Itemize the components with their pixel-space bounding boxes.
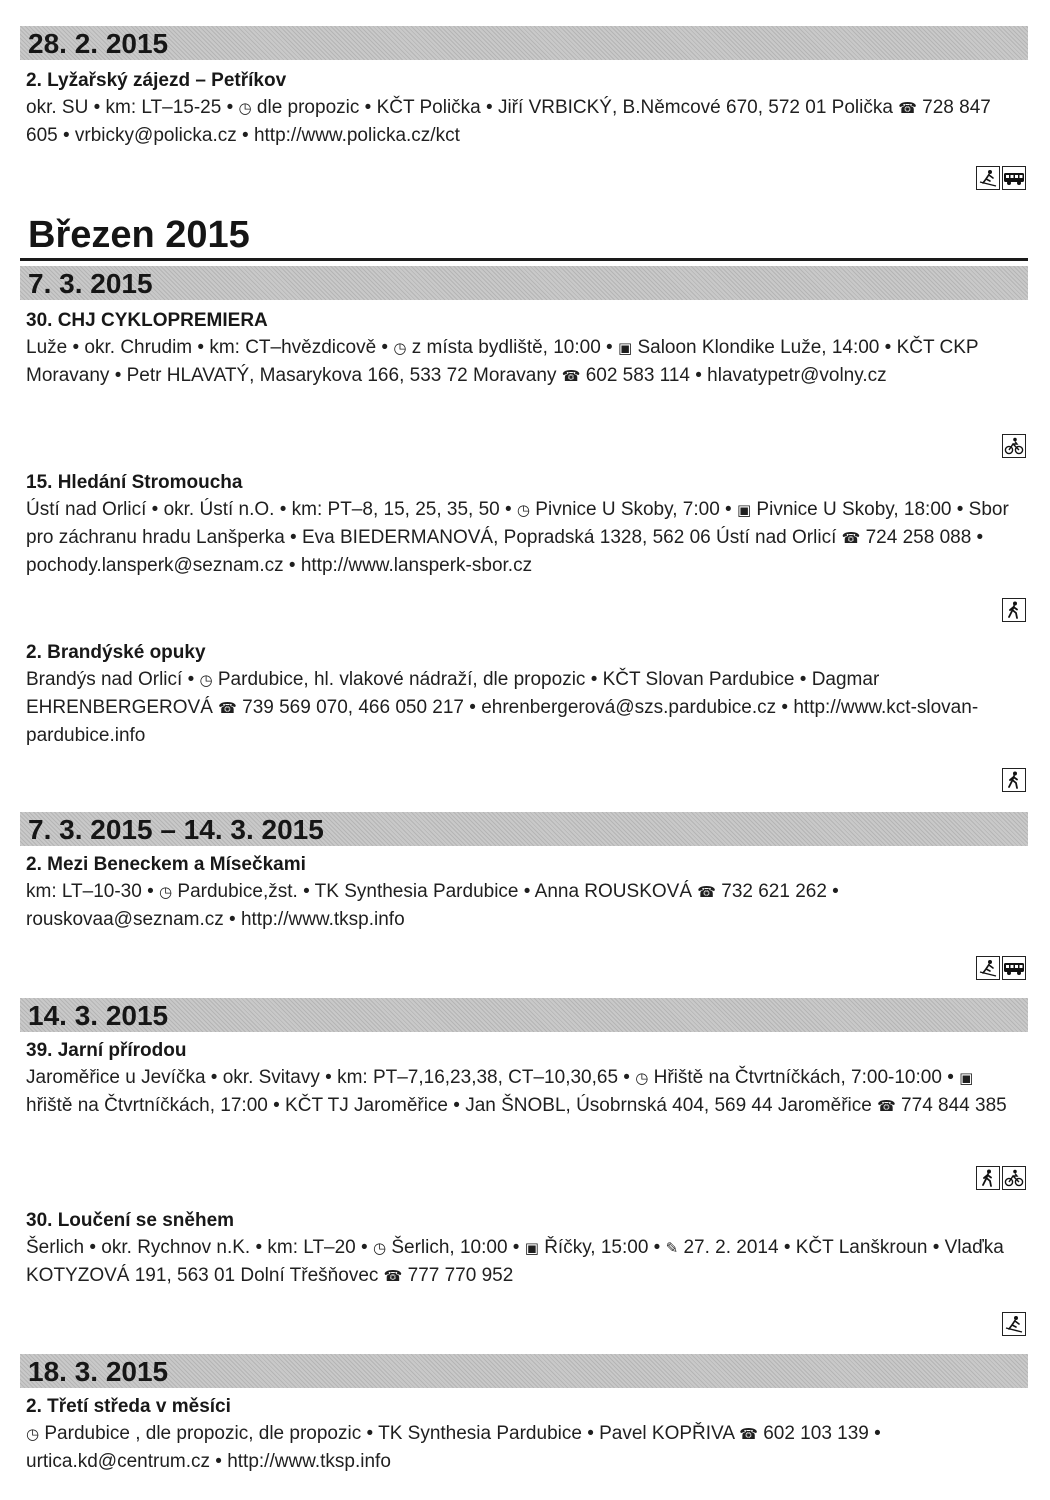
- event-entry: [26, 852, 1022, 933]
- event-text: 728 847 605 • vrbicky@policka.cz • http://www.policka.cz/kct: [26, 97, 991, 146]
- hiker-icon: [1002, 768, 1026, 792]
- clock-icon: ◷: [372, 1240, 387, 1257]
- event-title: 2. Třetí středa v měsíci: [26, 1396, 231, 1417]
- finish-icon: ▣: [618, 340, 633, 357]
- event-details: [26, 94, 1022, 149]
- event-title: 2. Lyžařský zájezd – Petříkov: [26, 70, 287, 91]
- event-text: Pardubice , dle propozic, dle propozic • TK Synthesia Pardubice • Pavel KOPŘIVA: [39, 1423, 740, 1444]
- pencil-icon: ✎: [665, 1240, 679, 1257]
- event-activity-icons: [1002, 434, 1026, 458]
- phone-icon: ☎: [877, 1098, 896, 1115]
- clock-icon: ◷: [199, 672, 213, 689]
- event-details: [26, 878, 1022, 933]
- event-text: 27. 2. 2014 • KČT Lanškroun • Vlaďka KOTYZOVÁ 191, 563 01 Dolní Třešňovec: [26, 1237, 1004, 1286]
- phone-icon: ☎: [561, 368, 581, 385]
- clock-icon: ◷: [26, 1426, 40, 1443]
- finish-icon: ▣: [736, 502, 752, 519]
- event-text: Pardubice,žst. • TK Synthesia Pardubice • Anna ROUSKOVÁ: [172, 881, 698, 902]
- event-activity-icons: [976, 956, 1026, 980]
- clock-icon: ◷: [516, 502, 531, 519]
- event-text: Hřiště na Čtvrtníčkách, 7:00-10:00 •: [648, 1067, 960, 1088]
- finish-icon: ▣: [959, 1070, 974, 1087]
- event-text: Brandýs nad Orlicí •: [26, 669, 200, 690]
- date-header: 14. 3. 2015: [20, 998, 1028, 1032]
- event-text: Jaroměřice u Jevíčka • okr. Svitavy • km: PT–7,16,23,38, CT–10,30,65 •: [26, 1067, 636, 1088]
- event-text: 602 103 139 • urtica.kd@centrum.cz • http://www.tksp.info: [26, 1423, 881, 1472]
- event-text: 777 770 952: [402, 1265, 514, 1286]
- phone-icon: ☎: [841, 530, 861, 547]
- event-details: [26, 1420, 1022, 1475]
- phone-icon: ☎: [697, 884, 716, 901]
- phone-icon: ☎: [739, 1426, 758, 1443]
- event-text: hřiště na Čtvrtníčkách, 17:00 • KČT TJ Jaroměřice • Jan ŠNOBL, Úsobrnská 404, 569 44 Jaroměřice: [26, 1095, 878, 1116]
- event-entry: [26, 1394, 1022, 1475]
- event-details: [26, 1064, 1022, 1120]
- event-text: Saloon Klondike Luže, 14:00 • KČT CKP Moravany • Petr HLAVATÝ, Masarykova 166, 533 72 Moravany: [26, 337, 979, 386]
- bus-icon: [1002, 956, 1026, 980]
- month-divider: [20, 258, 1028, 261]
- ski-icon: [976, 956, 1000, 980]
- event-text: Šerlich • okr. Rychnov n.K. • km: LT–20 •: [26, 1237, 373, 1258]
- event-entry: [26, 308, 1022, 390]
- event-text: 774 844 385: [895, 1095, 1007, 1116]
- event-title: 15. Hledání Stromoucha: [26, 472, 243, 493]
- finish-icon: ▣: [524, 1240, 539, 1257]
- event-details: [26, 334, 1022, 390]
- event-title: 39. Jarní přírodou: [26, 1040, 187, 1061]
- event-activity-icons: [1002, 598, 1026, 622]
- event-title: 30. CHJ CYKLOPREMIERA: [26, 310, 268, 331]
- clock-icon: ◷: [635, 1070, 649, 1087]
- event-entry: [26, 470, 1022, 579]
- event-text: 602 583 114 • hlavatypetr@volny.cz: [580, 365, 887, 386]
- date-header: 7. 3. 2015 – 14. 3. 2015: [20, 812, 1028, 846]
- event-text: Šerlich, 10:00 •: [386, 1237, 525, 1258]
- date-header: 18. 3. 2015: [20, 1354, 1028, 1388]
- date-header: 28. 2. 2015: [20, 26, 1028, 60]
- event-entry: [26, 1208, 1022, 1290]
- event-activity-icons: [976, 166, 1026, 190]
- event-title: 2. Brandýské opuky: [26, 642, 206, 663]
- hiker-icon: [976, 1166, 1000, 1190]
- event-title: 2. Mezi Beneckem a Mísečkami: [26, 854, 306, 875]
- phone-icon: ☎: [898, 100, 917, 117]
- event-text: Pivnice U Skoby, 18:00 • Sbor pro záchranu hradu Lanšperka • Eva BIEDERMANOVÁ, Popradská 1328, 562 06 Ústí nad Orlicí: [26, 499, 1009, 548]
- event-text: Luže • okr. Chrudim • km: CT–hvězdicově •: [26, 337, 394, 358]
- event-text: km: LT–10-30 •: [26, 881, 160, 902]
- event-text: okr. SU • km: LT–15-25 •: [26, 97, 239, 118]
- phone-icon: ☎: [383, 1268, 403, 1285]
- clock-icon: ◷: [393, 340, 407, 357]
- bus-icon: [1002, 166, 1026, 190]
- date-header: 7. 3. 2015: [20, 266, 1028, 300]
- bicycle-icon: [1002, 434, 1026, 458]
- hiker-icon: [1002, 598, 1026, 622]
- phone-icon: ☎: [218, 700, 237, 717]
- event-text: 739 569 070, 466 050 217 • ehrenbergerová@szs.pardubice.cz • http://www.kct-slovan-pardubice.info: [26, 697, 979, 746]
- event-text: Říčky, 15:00 •: [538, 1237, 666, 1258]
- event-activity-icons: [976, 1166, 1026, 1190]
- event-activity-icons: [1002, 1312, 1026, 1336]
- event-activity-icons: [1002, 768, 1026, 792]
- clock-icon: ◷: [238, 100, 252, 117]
- event-entry: [26, 1038, 1022, 1120]
- event-text: z místa bydliště, 10:00 •: [406, 337, 618, 358]
- month-heading: Březen 2015: [28, 214, 250, 256]
- ski-icon: [976, 166, 1000, 190]
- event-entry: [26, 68, 1022, 149]
- event-details: [26, 496, 1022, 579]
- bicycle-icon: [1002, 1166, 1026, 1190]
- event-text: Pardubice, hl. vlakové nádraží, dle propozic • KČT Slovan Pardubice • Dagmar EHRENBERGEROVÁ: [26, 669, 880, 718]
- event-title: 30. Loučení se sněhem: [26, 1210, 235, 1231]
- ski-icon: [1002, 1312, 1026, 1336]
- event-details: [26, 666, 1022, 749]
- event-text: 732 621 262 • rouskovaa@seznam.cz • http://www.tksp.info: [26, 881, 839, 930]
- event-text: dle propozic • KČT Polička • Jiří VRBICKÝ, B.Němcové 670, 572 01 Polička: [251, 97, 899, 118]
- event-text: Pivnice U Skoby, 7:00 •: [530, 499, 737, 520]
- event-text: Ústí nad Orlicí • okr. Ústí n.O. • km: PT–8, 15, 25, 35, 50 •: [26, 499, 517, 520]
- event-details: [26, 1234, 1022, 1290]
- event-entry: [26, 640, 1022, 749]
- clock-icon: ◷: [159, 884, 173, 901]
- event-text: 724 258 088 • pochody.lansperk@seznam.cz • http://www.lansperk-sbor.cz: [26, 527, 984, 576]
